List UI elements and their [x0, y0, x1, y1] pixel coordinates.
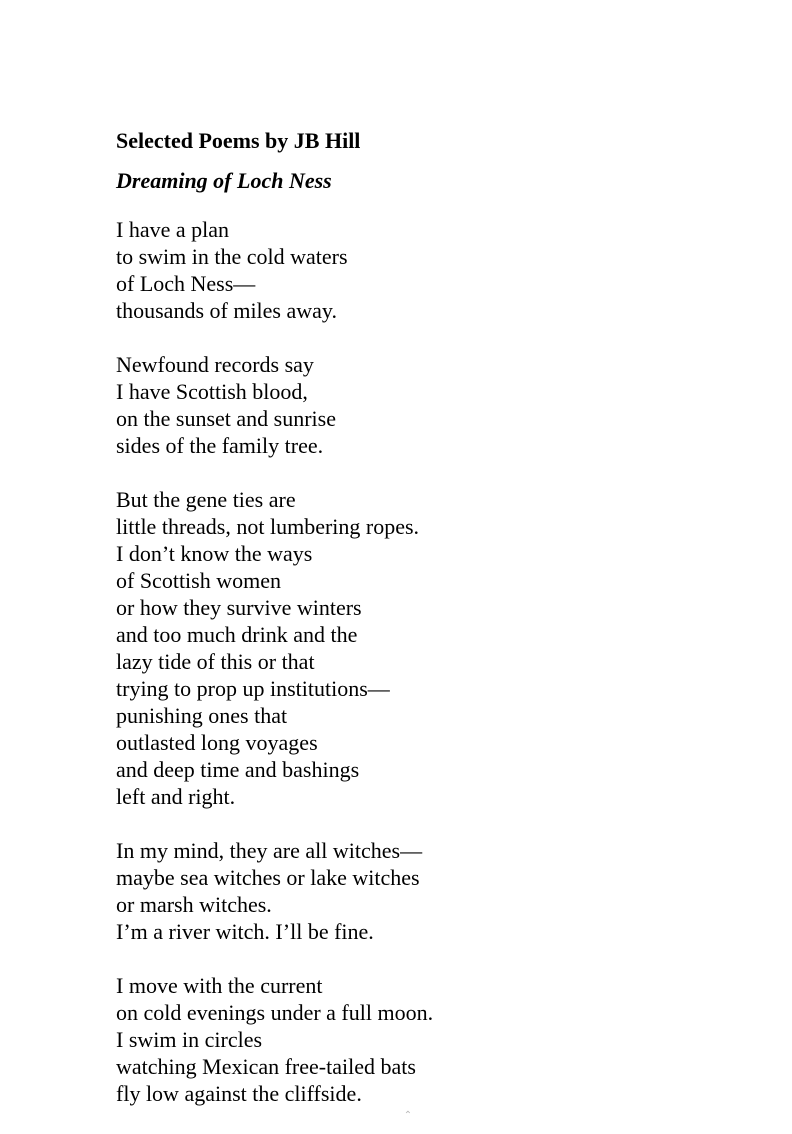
poem-line: of Loch Ness— — [116, 271, 256, 296]
document-title: Selected Poems by JB Hill — [116, 128, 361, 153]
poem-line: little threads, not lumbering ropes. — [116, 514, 420, 539]
stanza — [116, 351, 716, 459]
poem-line: of Scottish women — [116, 568, 281, 593]
poem-line: sides of the family tree. — [116, 433, 324, 458]
poem-line: fly low against the cliffside. — [116, 1081, 362, 1106]
poem-stanzas — [116, 216, 716, 1107]
chevron-up-icon: ⌃ — [403, 1110, 413, 1121]
poem-line: In my mind, they are all witches— — [116, 838, 423, 863]
poem-line: I have Scottish blood, — [116, 379, 308, 404]
poem-line: Newfound records say — [116, 352, 314, 377]
poem-line: and deep time and bashings — [116, 757, 360, 782]
poem-line: on the sunset and sunrise — [116, 406, 336, 431]
poem-line: trying to prop up institutions— — [116, 676, 390, 701]
poem-line: on cold evenings under a full moon. — [116, 1000, 434, 1025]
poem-line: thousands of miles away. — [116, 298, 337, 323]
poem-line: I swim in circles — [116, 1027, 263, 1052]
stanza — [116, 486, 716, 810]
poem-line: maybe sea witches or lake witches — [116, 865, 420, 890]
poem-line: or how they survive winters — [116, 595, 362, 620]
stanza — [116, 216, 716, 324]
poem-line: or marsh witches. — [116, 892, 272, 917]
stanza — [116, 837, 716, 945]
poem-line: watching Mexican free-tailed bats — [116, 1054, 416, 1079]
stanza — [116, 972, 716, 1107]
poem-title: Dreaming of Loch Ness — [116, 168, 332, 193]
poem-line: outlasted long voyages — [116, 730, 318, 755]
poem-content — [116, 128, 716, 1134]
poem-line: I move with the current — [116, 973, 323, 998]
poem-line: I don’t know the ways — [116, 541, 313, 566]
poem-line: I’m a river witch. I’ll be fine. — [116, 919, 374, 944]
poem-line: left and right. — [116, 784, 236, 809]
poem-line: to swim in the cold waters — [116, 244, 348, 269]
poem-line: lazy tide of this or that — [116, 649, 315, 674]
poem-line: I have a plan — [116, 217, 229, 242]
poem-line: and too much drink and the — [116, 622, 358, 647]
poem-line: punishing ones that — [116, 703, 288, 728]
poem-line: But the gene ties are — [116, 487, 296, 512]
